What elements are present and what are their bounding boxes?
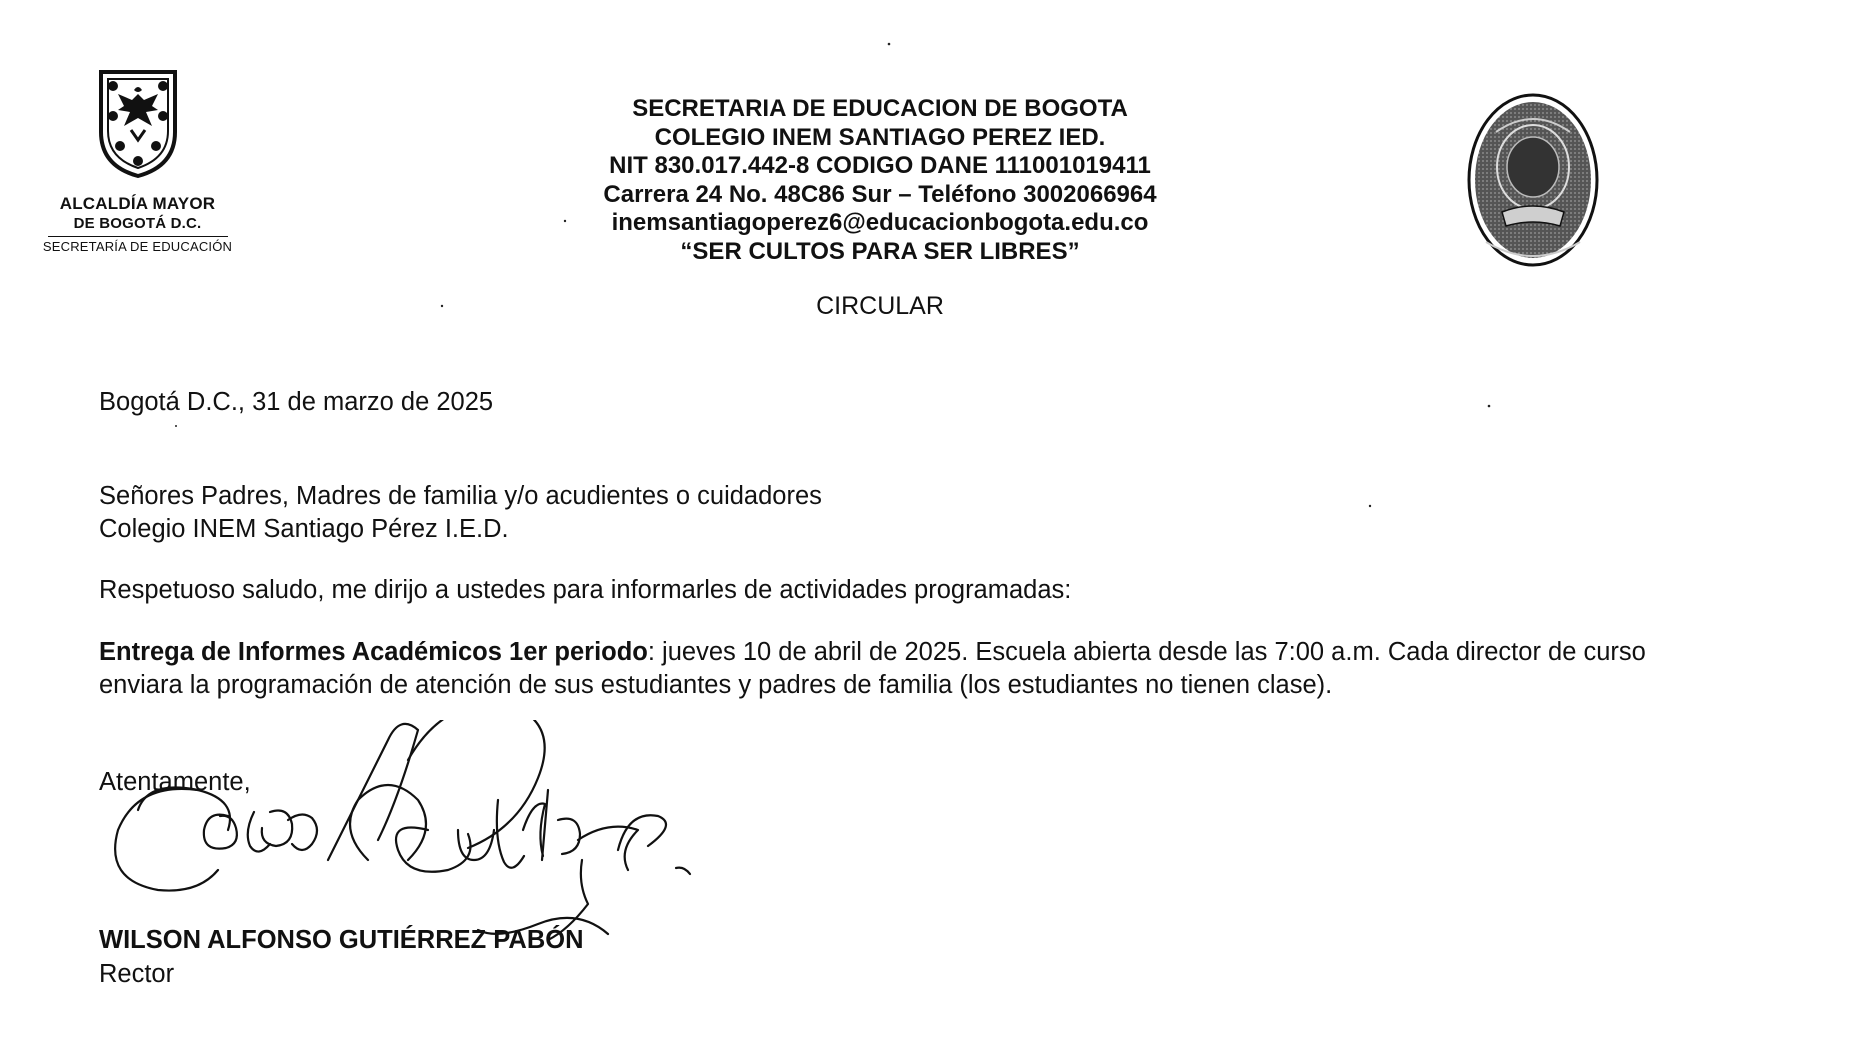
letter-date: Bogotá D.C., 31 de marzo de 2025 <box>99 388 494 416</box>
alcaldia-logo <box>30 66 245 254</box>
document-type-title: CIRCULAR <box>816 292 944 320</box>
letter-closing: Atentamente, <box>99 768 251 796</box>
letterhead-line-address: Carrera 24 No. 48C86 Sur – Teléfono 3002066964 <box>603 180 1157 208</box>
letterhead-line-motto: “SER CULTOS PARA SER LIBRES” <box>680 237 1080 265</box>
alcaldia-name-line2: DE BOGOTÁ D.C. <box>48 214 228 237</box>
letterhead-line-nit: NIT 830.017.442-8 CODIGO DANE 111001019411 <box>609 152 1151 179</box>
coat-of-arms-icon <box>93 66 183 178</box>
letter-recipients <box>99 480 822 546</box>
letter-main-paragraph <box>99 636 1646 702</box>
recipient-line-1: Señores Padres, Madres de familia y/o acudientes o cuidadores <box>99 482 822 510</box>
letterhead-line-secretaria: SECRETARIA DE EDUCACION DE BOGOTA <box>632 95 1128 122</box>
school-seal-icon <box>1466 92 1600 268</box>
signer-name: WILSON ALFONSO GUTIÉRREZ PABÓN <box>99 926 584 954</box>
letterhead-line-email: inemsantiagoperez6@educacionbogota.edu.co <box>611 209 1149 236</box>
alcaldia-name-line1: ALCALDÍA MAYOR <box>59 194 216 213</box>
recipient-line-2: Colegio INEM Santiago Pérez I.E.D. <box>99 515 509 543</box>
event-details-line-2: enviara la programación de atención de sus estudiantes y padres de familia (los estudiantes no tienen clase). <box>99 671 1333 699</box>
letter-greeting: Respetuoso saludo, me dirijo a ustedes para informarles de actividades programadas: <box>99 576 1072 604</box>
event-title: Entrega de Informes Académicos 1er periodo <box>99 638 648 666</box>
letterhead-line-colegio: COLEGIO INEM SANTIAGO PEREZ IED. <box>654 123 1106 151</box>
event-details-line-1: : jueves 10 de abril de 2025. Escuela abierta desde las 7:00 a.m. Cada director de curso <box>647 638 1646 666</box>
letterhead <box>600 95 1160 266</box>
alcaldia-secretaria-line: SECRETARÍA DE EDUCACIÓN <box>42 239 233 254</box>
main-paragraph-line-1 <box>99 636 1646 669</box>
signer-role: Rector <box>99 960 175 988</box>
